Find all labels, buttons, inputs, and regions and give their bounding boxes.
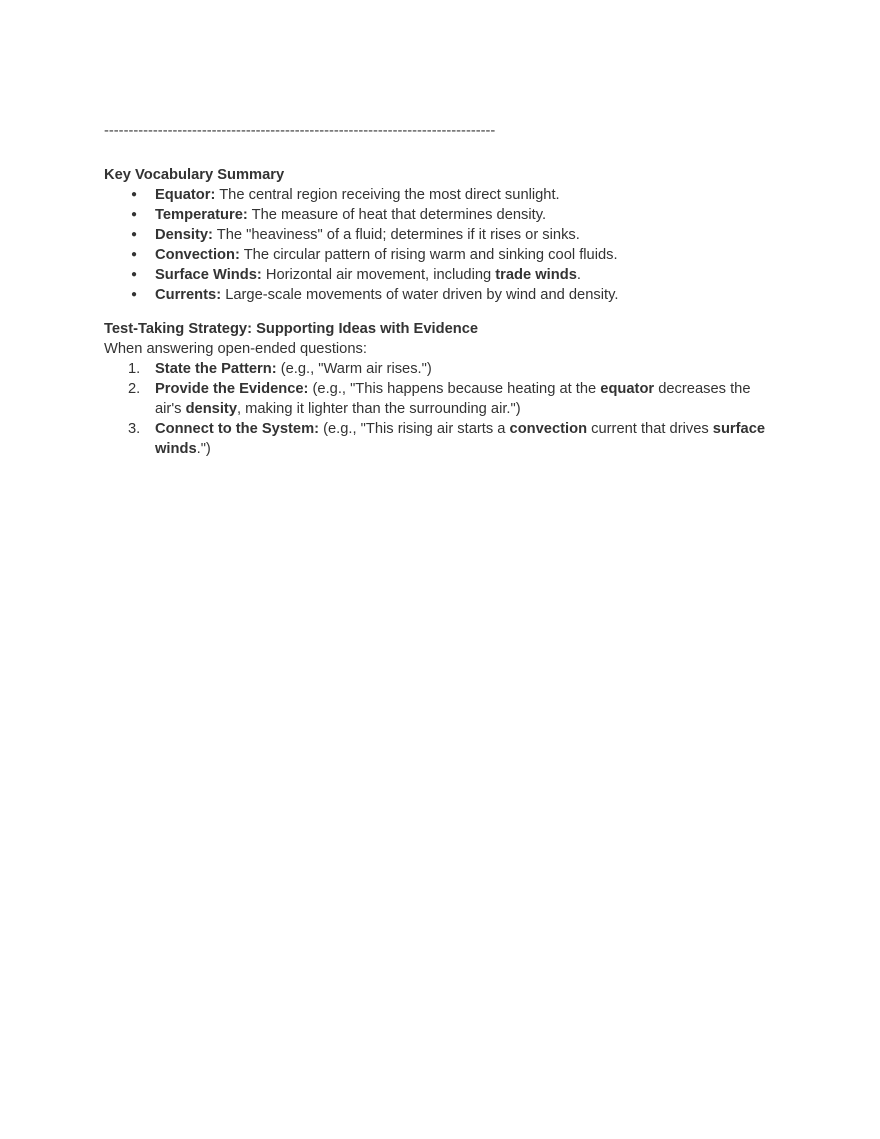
- bold-text-run: density: [185, 401, 237, 417]
- list-item: [104, 205, 772, 225]
- text-run: decreases the air's: [155, 381, 751, 417]
- bold-text-run: convection: [509, 421, 588, 437]
- strategy-section-heading: Test-Taking Strategy: Supporting Ideas with Evidence: [104, 321, 479, 337]
- bullet-icon: ●: [131, 289, 138, 300]
- text-run: (e.g., "Warm air rises."): [276, 361, 432, 377]
- list-item: [104, 419, 772, 459]
- bold-text-run: Equator:: [155, 187, 216, 203]
- list-item-text: [155, 381, 750, 417]
- text-run: ."): [196, 441, 211, 457]
- document-page: [104, 121, 772, 459]
- strategy-steps-list: [104, 359, 772, 459]
- text-run: current that drives: [587, 421, 713, 437]
- list-item: [104, 359, 772, 379]
- list-item-text: [155, 207, 546, 223]
- text-run: The central region receiving the most direct sunlight.: [215, 187, 560, 203]
- text-run: , making it lighter than the surrounding air."): [236, 401, 521, 417]
- text-run: Large-scale movements of water driven by wind and density.: [221, 287, 619, 303]
- list-item-text: [155, 267, 581, 283]
- text-run: (e.g., "This happens because heating at the: [308, 381, 601, 397]
- text-run: Horizontal air movement, including: [261, 267, 496, 283]
- bold-text-run: Surface Winds:: [155, 267, 262, 283]
- list-item: [104, 379, 772, 419]
- text-run: .: [576, 267, 581, 283]
- step-number: 2.: [128, 381, 141, 397]
- list-item-text: [155, 227, 580, 243]
- text-run: The measure of heat that determines density.: [247, 207, 547, 223]
- list-item-text: [155, 187, 560, 203]
- list-item-text: [155, 247, 618, 263]
- text-run: (e.g., "This rising air starts a: [319, 421, 510, 437]
- bold-text-run: surface winds: [155, 421, 766, 457]
- strategy-intro-text: When answering open-ended questions:: [104, 341, 367, 357]
- list-item: [104, 265, 772, 285]
- bullet-icon: ●: [131, 209, 138, 220]
- horizontal-separator: --------------------------------------------------------------------------------: [104, 123, 496, 139]
- bold-text-run: State the Pattern:: [155, 361, 277, 377]
- text-run: The "heaviness" of a fluid; determines if it rises or sinks.: [212, 227, 580, 243]
- bold-text-run: trade winds: [495, 267, 577, 283]
- bold-text-run: equator: [600, 381, 655, 397]
- bold-text-run: Temperature:: [155, 207, 248, 223]
- list-item-text: [155, 421, 765, 457]
- text-run: The circular pattern of rising warm and sinking cool fluids.: [239, 247, 618, 263]
- list-item-text: [155, 287, 618, 303]
- vocab-list: [104, 185, 772, 305]
- list-item: [104, 225, 772, 245]
- list-item: [104, 185, 772, 205]
- bold-text-run: Provide the Evidence:: [155, 381, 309, 397]
- bullet-icon: ●: [131, 229, 138, 240]
- step-number: 1.: [128, 361, 141, 377]
- step-number: 3.: [128, 421, 141, 437]
- list-item: [104, 245, 772, 265]
- bold-text-run: Currents:: [155, 287, 222, 303]
- bullet-icon: ●: [131, 269, 138, 280]
- list-item: [104, 285, 772, 305]
- bold-text-run: Density:: [155, 227, 213, 243]
- bullet-icon: ●: [131, 249, 138, 260]
- bullet-icon: ●: [131, 189, 138, 200]
- bold-text-run: Convection:: [155, 247, 240, 263]
- vocab-section-heading: Key Vocabulary Summary: [104, 167, 285, 183]
- list-item-text: [155, 361, 432, 377]
- bold-text-run: Connect to the System:: [155, 421, 320, 437]
